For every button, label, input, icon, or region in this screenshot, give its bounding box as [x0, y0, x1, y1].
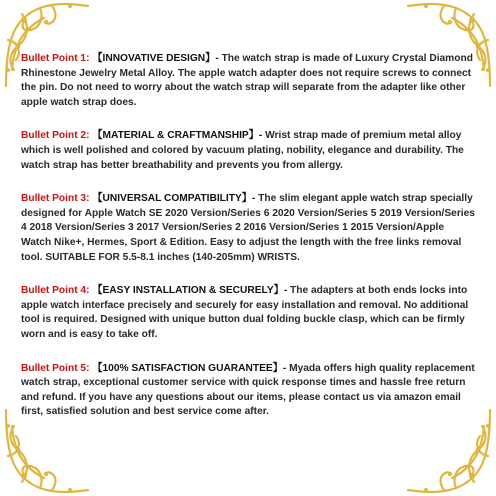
bullet-point-1	[21, 52, 477, 110]
bullet-body: The adapters at both ends locks into apple watch interface precisely and securely for easy installation and removal. No additional tool is required. Designed with unique button dual folding buckle clasp, which can be firmly worn and is easy to take off.	[21, 285, 469, 340]
bullet-label: Bullet Point 4:	[21, 285, 90, 297]
bullet-title: 【100% SATISFACTION GUARANTEE】-	[89, 362, 290, 374]
bullet-title: 【EASY INSTALLATION & SECURELY】-	[89, 285, 291, 297]
bullet-point-2	[21, 129, 477, 173]
bullet-label: Bullet Point 2:	[21, 130, 90, 142]
bullet-body: The slim elegant apple watch strap specially designed for Apple Watch SE 2020 Version/Series 6 2020 Version/Series 5 2019 Version/Series 4 2018 Version/Series 3 2017 Version/Series 2 2016 Version/Series 1 2015 Version/Apple Watch Nike+, Hermes, Sport & Edition. Easy to adjust the length with the free links removal tool. SUITABLE FOR 5.5-8.1 inches (140-205mm) WRISTS.	[21, 193, 475, 263]
bullet-point-4	[21, 284, 477, 342]
bullet-title: 【INNOVATIVE DESIGN】-	[89, 53, 222, 64]
bullet-list	[21, 52, 477, 439]
bullet-label: Bullet Point 1:	[21, 53, 90, 64]
bullet-title: 【UNIVERSAL COMPATIBILITY】-	[89, 193, 259, 205]
bullet-label: Bullet Point 3:	[21, 193, 90, 205]
bullet-point-3	[21, 192, 477, 265]
bullet-point-5	[21, 362, 477, 420]
bullet-title: 【MATERIAL & CRAFTMANSHIP】-	[89, 130, 266, 142]
bullet-body: Myada offers high quality replacement watch strap, exceptional customer service with quick response times and hassle free return and refund. If you have any questions about our items, please contact us via amazon email first, satisfied solution and best service come after.	[21, 362, 475, 418]
bullet-body: Wrist strap made of premium metal alloy which is well polished and colored by vacuum plating, nobility, elegance and durability. The watch strap has better breathability and prevents you from allergy.	[21, 130, 464, 171]
bullet-body: The watch strap is made of Luxury Crystal Diamond Rhinestone Jewelry Metal Alloy. The apple watch adapter does not require screws to connect the pin. Do not need to worry about the watch strap will separate from the adapter like other apple watch strap does.	[21, 53, 473, 108]
bullet-label: Bullet Point 5:	[21, 362, 90, 374]
